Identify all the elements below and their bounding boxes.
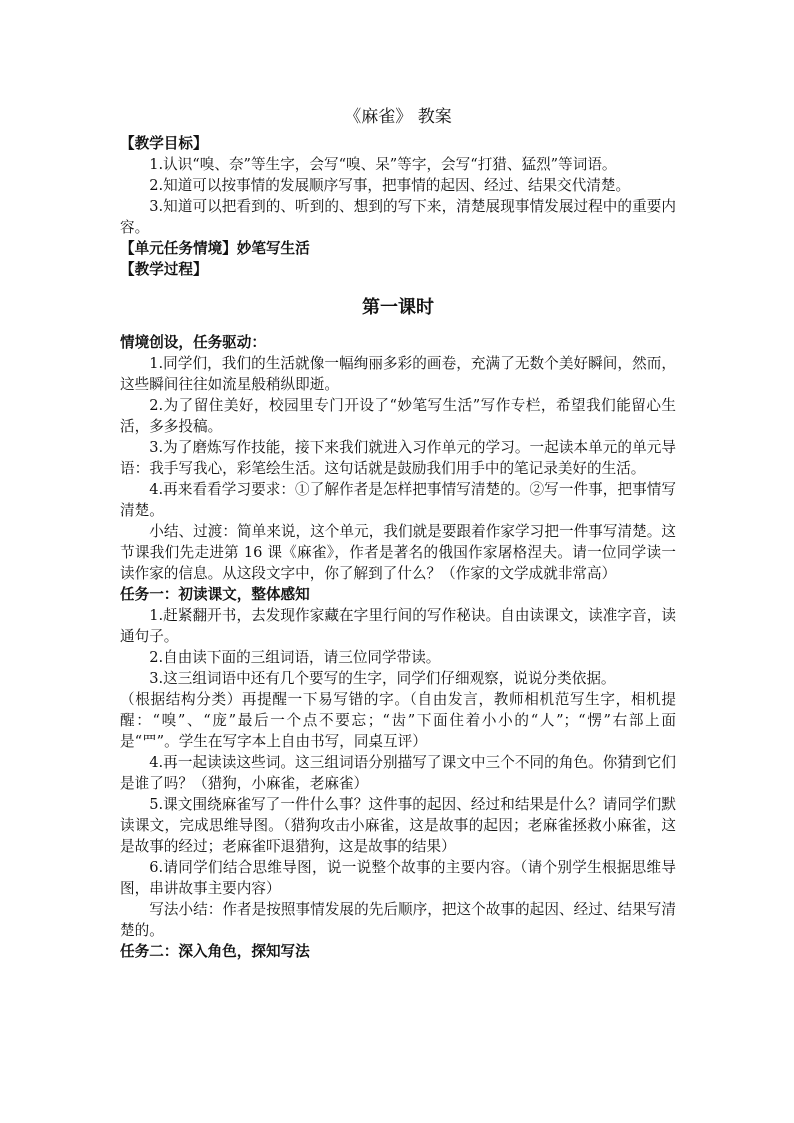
task-item: 5.课文围绕麻雀写了一件什么事？这件事的起因、经过和结果是什么？请同学们默读课文，完成思维导图。（猎狗攻击小麻雀，这是故事的起因；老麻雀拯救小麻雀，这是故事的经过；老麻雀吓退猎狗，这是故事的结果） [120,796,676,855]
task-heading: 任务一：初读课文，整体感知 [120,586,310,603]
objective-item: 2.知道可以按事情的发展顺序写事，把事情的起因、经过、结果交代清楚。 [149,177,631,194]
task-item: 1.赶紧翻开书，去发现作家藏在字里行间的写作秘诀。自由读课文，读准字音，读通句子。 [120,607,676,645]
task-item-continuation: （根据结构分类）再提醒一下易写错的字。（自由发言，教师相机范写生字，相机提醒：“嗅”、“庞”最后一个点不要忘；“齿”下面住着小小的“人”；“愣”右部上面是“罒”。学生在写字本上自由书写，同桌互评） [120,691,676,750]
section-item: 小结、过渡：简单来说，这个单元，我们就是要跟着作家学习把一件事写清楚。这节课我们先走进第 16 课《麻雀》，作者是著名的俄国作家屠格涅夫。请一位同学读一读作家的信息。从这段文字中，你了解到了什么？（作家的文学成就非常高） [120,523,676,582]
objectives-heading: 【教学目标】 [120,135,208,152]
lesson-title: 第一课时 [362,297,434,318]
objective-item: 1.认识“嗅、奈”等生字，会写“嗅、呆”等字，会写“打猎、猛烈”等词语。 [149,156,617,173]
writing-summary: 写法小结：作者是按照事情发展的先后顺序，把这个故事的起因、经过、结果写清楚的。 [120,901,676,939]
task-item: 4.再一起读读这些词。这三组词语分别描写了课文中三个不同的角色。你猜到它们是谁了吗？（猎狗，小麻雀，老麻雀） [120,754,676,792]
section-item: 1.同学们，我们的生活就像一幅绚丽多彩的画卷，充满了无数个美好瞬间，然而，这些瞬间往往如流星般稍纵即逝。 [120,355,676,393]
unit-task-value: 妙笔写生活 [236,240,310,257]
task-heading: 任务二：深入角色，探知写法 [120,943,310,960]
objective-item: 3.知道可以把看到的、听到的、想到的写下来，清楚展现事情发展过程中的重要内容。 [120,198,676,236]
section-item: 2.为了留住美好，校园里专门开设了“妙笔写生活”写作专栏，希望我们能留心生活，多多投稿。 [120,397,676,435]
task-item: 6.请同学们结合思维导图，说一说整个故事的主要内容。（请个别学生根据思维导图，串讲故事主要内容） [120,859,676,897]
unit-task-line [120,238,676,259]
process-heading: 【教学过程】 [120,261,208,278]
section-item: 3.为了磨炼写作技能，接下来我们就进入习作单元的学习。一起读本单元的单元导语：我手写我心，彩笔绘生活。这句话就是鼓励我们用手中的笔记录美好的生活。 [120,439,676,477]
task-item: 3.这三组词语中还有几个要写的生字，同学们仔细观察，说说分类依据。 [149,670,616,687]
document-title: 《麻雀》 教案 [344,107,452,127]
section-item: 4.再来看看学习要求：①了解作者是怎样把事情写清楚的。②写一件事，把事情写清楚。 [120,481,676,519]
section-heading: 情境创设，任务驱动： [120,334,266,351]
task-item: 2.自由读下面的三组词语，请三位同学带读。 [149,649,441,666]
document-body [120,104,676,962]
unit-task-label: 【单元任务情境】 [120,240,237,257]
